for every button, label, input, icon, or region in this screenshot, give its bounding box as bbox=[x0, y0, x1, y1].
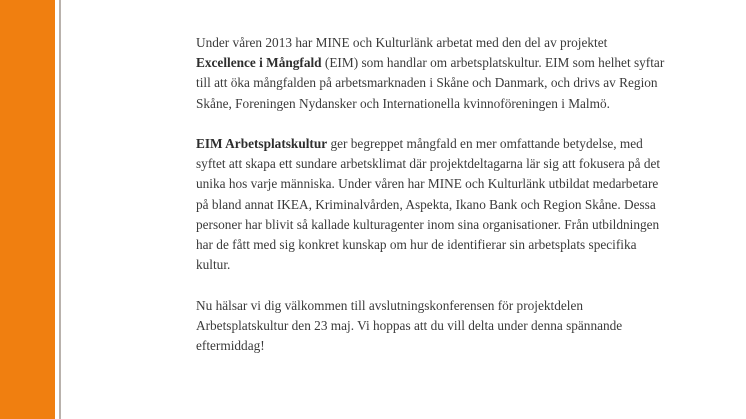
paragraph-invitation bbox=[196, 296, 666, 357]
paragraph-intro bbox=[196, 33, 666, 114]
project-name-bold: Excellence i Mångfald bbox=[196, 55, 322, 71]
paragraph-intro-text-end: (EIM) som handlar om arbetsplatskultur. EIM som helhet syftar till att öka mångfalden på arbetsmarknaden i Skåne och Danmark, och drivs av Region Skåne, Foreningen Nydansker och Internationella kvinnoföreningen i Malmö. bbox=[196, 55, 665, 111]
eim-arbetsplatskultur-bold: EIM Arbetsplatskultur bbox=[196, 136, 328, 151]
article-body bbox=[196, 33, 666, 376]
paragraph-intro-text-start: Under våren 2013 har MINE och Kulturlänk arbetat med den del av projektet bbox=[196, 35, 608, 50]
paragraph-eim-text: ger begreppet mångfald en mer omfattande betydelse, med syftet att skapa ett sundare arbetsklimat där projektdeltagarna lär sig att fokusera på det unika hos varje människa. Under våren har MINE och Kulturlänk utbildat medarbetare på bland annat IKEA, Kriminalvården, Aspekta, Ikano Bank och Region Skåne. Dessa personer har blivit så kallade kulturagenter inom sina organisationer. Från utbildningen har de fått med sig konkret kunskap om hur de identifierar sin arbetsplats specifika kultur. bbox=[196, 136, 661, 273]
orange-accent-bar bbox=[0, 0, 55, 419]
paragraph-eim bbox=[196, 134, 666, 275]
paragraph-invitation-text: Nu hälsar vi dig välkommen till avslutningskonferensen för projektdelen Arbetsplatskultur den 23 maj. Vi hoppas att du vill delta under denna spännande eftermiddag! bbox=[196, 297, 623, 354]
vertical-divider bbox=[59, 0, 61, 419]
